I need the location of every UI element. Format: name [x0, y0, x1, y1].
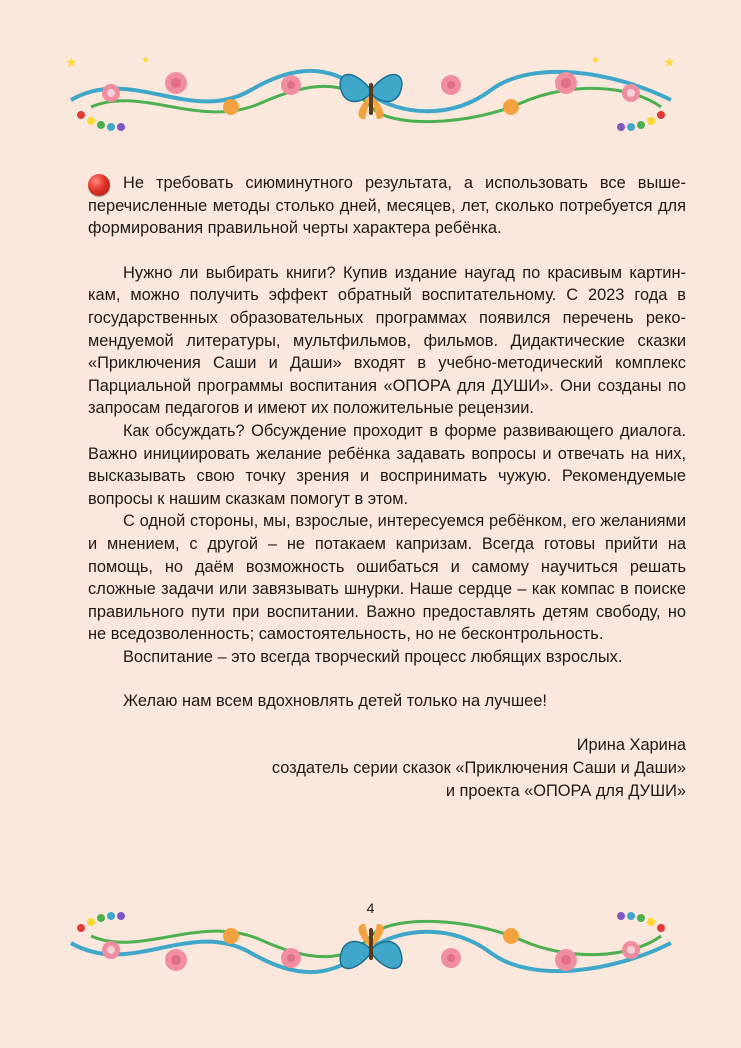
paragraph: Воспитание – это всегда творческий процесс любящих взрослых.: [123, 647, 623, 666]
paragraph: С одной стороны, мы, взрослые, интересуемся ребёнком, его желаниями и мнением, с другой – не потакаем капризам. Всегда готовы прийти на помощь, но даём возможность ошибаться и самому научиться решать сложные задачи или завязывать шнурки. Наше сердце – как компас в поиске правильного пути при воспитании. Важно предоставлять детям свободу, но не вседозволенность; самостоятельность, но не бесконтрольность.: [88, 512, 686, 644]
svg-text:★: ★: [662, 54, 676, 70]
signature-block: [272, 734, 686, 803]
floral-border-icon: [65, 54, 676, 131]
red-ball-bullet-icon: [88, 174, 110, 196]
svg-text:★: ★: [64, 54, 78, 70]
author-title-line1: создатель серии сказок «Приключения Саши и Даши»: [271, 759, 686, 777]
paragraph: Как обсуждать? Обсуждение проходит в форме развивающего диалога. Важно инициировать желание ребёнка задавать вопросы и отвечать на них, высказывать свою точку зрения и воспринимать чужую. Рекомендуемые вопросы к нашим сказкам помогут в этом.: [88, 421, 686, 508]
floral-border-icon: [71, 912, 671, 972]
bottom-floral-ornament: [51, 908, 691, 998]
closing-line: Желаю нам всем вдохновлять детей только на лучшее!: [123, 692, 547, 711]
bullet-paragraph: Не требовать сиюминутного результата, а использовать все вышеперечисленные методы столько дней, месяцев, лет, сколько потребуется для формирования правильной черты характера ребёнка.: [88, 174, 686, 238]
svg-text:★: ★: [140, 55, 150, 66]
author-title-line2: и проекта «ОПОРА для ДУШИ»: [445, 782, 686, 800]
paragraph: Нужно ли выбирать книги? Купив издание наугад по красивым картинкам, можно получить эффект обратный воспитательному. С 2023 года в государственных образовательных программах появился перечень рекомендуемой литературы, мультфильмов, фильмов. Дидактические сказки «Приключения Саши и Даши» входят в учебно-методический комплекс Парциальной программы воспитания «ОПОРА для ДУШИ». Они созданы по запросам педагогов и имеют их положительные рецензии.: [88, 263, 686, 418]
body-text: [88, 172, 686, 713]
author-name: Ирина Харина: [576, 736, 686, 754]
svg-text:★: ★: [590, 55, 600, 66]
top-floral-ornament: [51, 45, 691, 135]
page-number: 4: [366, 900, 375, 916]
